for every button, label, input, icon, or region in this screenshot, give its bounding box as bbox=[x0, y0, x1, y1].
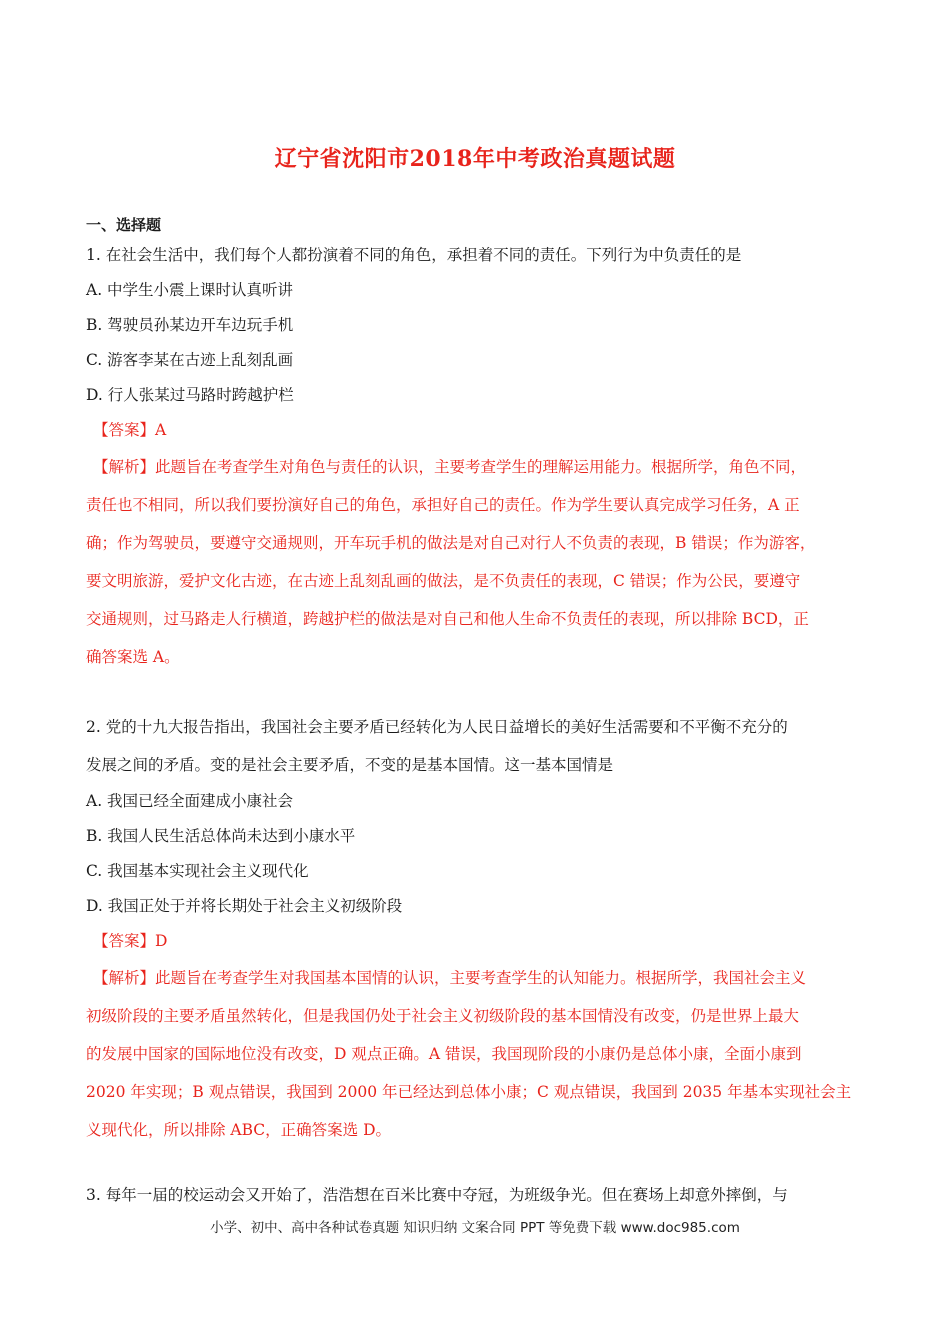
option-a: A. 我国已经全面建成小康社会 bbox=[86, 792, 294, 810]
question-stem: 1. 在社会生活中，我们每个人都扮演着不同的角色，承担着不同的责任。下列行为中负责任的是 bbox=[86, 246, 742, 264]
section-heading: 一、选择题 bbox=[86, 216, 162, 234]
answer: 【答案】D bbox=[93, 932, 168, 950]
analysis-line: 【解析】此题旨在考查学生对角色与责任的认识，主要考查学生的理解运用能力。根据所学，角色不同， bbox=[93, 458, 807, 476]
analysis-line: 确答案选 A。 bbox=[86, 648, 180, 666]
question-3 bbox=[86, 1178, 866, 1213]
analysis-line: 要文明旅游，爱护文化古迹，在古迹上乱刻乱画的做法，是不负责任的表现，C 错误；作为公民，要遵守 bbox=[86, 572, 801, 590]
option-c: C. 游客李某在古迹上乱刻乱画 bbox=[86, 351, 294, 369]
analysis bbox=[86, 959, 866, 1149]
analysis-line: 初级阶段的主要矛盾虽然转化，但是我国仍处于社会主义初级阶段的基本国情没有改变，仍是世界上最大 bbox=[86, 1007, 800, 1025]
analysis-line: 义现代化，所以排除 ABC，正确答案选 D。 bbox=[86, 1121, 392, 1139]
question-stem: 2. 党的十九大报告指出，我国社会主要矛盾已经转化为人民日益增长的美好生活需要和不平衡不充分的 bbox=[86, 718, 788, 736]
question-stem: 3. 每年一届的校运动会又开始了，浩浩想在百米比赛中夺冠，为班级争光。但在赛场上却意外摔倒，与 bbox=[86, 1186, 788, 1204]
question-1 bbox=[86, 238, 866, 676]
page-footer: 小学、初中、高中各种试卷真题 知识归纳 文案合同 PPT 等免费下载 www.doc985.com bbox=[210, 1220, 740, 1236]
analysis-line: 确；作为驾驶员，要遵守交通规则，开车玩手机的做法是对自己对行人不负责的表现，B 错误；作为游客， bbox=[86, 534, 816, 552]
analysis bbox=[86, 448, 866, 676]
analysis-line: 交通规则，过马路走人行横道，跨越护栏的做法是对自己和他人生命不负责任的表现，所以排除 BCD，正 bbox=[86, 610, 809, 628]
analysis-line: 【解析】此题旨在考查学生对我国基本国情的认识，主要考查学生的认知能力。根据所学，我国社会主义 bbox=[93, 969, 807, 987]
option-c: C. 我国基本实现社会主义现代化 bbox=[86, 862, 309, 880]
question-2 bbox=[86, 708, 866, 1149]
analysis-line: 2020 年实现；B 观点错误，我国到 2000 年已经达到总体小康；C 观点错误，我国到 2035 年基本实现社会主 bbox=[86, 1083, 852, 1101]
analysis-line: 责任也不相同，所以我们要扮演好自己的角色，承担好自己的责任。作为学生要认真完成学习任务，A 正 bbox=[86, 496, 800, 514]
option-a: A. 中学生小震上课时认真听讲 bbox=[86, 281, 294, 299]
option-d: D. 行人张某过马路时跨越护栏 bbox=[86, 386, 294, 404]
option-b: B. 我国人民生活总体尚未达到小康水平 bbox=[86, 827, 356, 845]
option-d: D. 我国正处于并将长期处于社会主义初级阶段 bbox=[86, 897, 403, 915]
option-b: B. 驾驶员孙某边开车边玩手机 bbox=[86, 316, 294, 334]
page-title: 辽宁省沈阳市2018年中考政治真题试题 bbox=[274, 146, 676, 172]
analysis-line: 的发展中国家的国际地位没有改变，D 观点正确。A 错误，我国现阶段的小康仍是总体小康，全面小康到 bbox=[86, 1045, 802, 1063]
question-stem: 发展之间的矛盾。变的是社会主要矛盾，不变的是基本国情。这一基本国情是 bbox=[86, 756, 614, 774]
answer: 【答案】A bbox=[93, 421, 167, 439]
